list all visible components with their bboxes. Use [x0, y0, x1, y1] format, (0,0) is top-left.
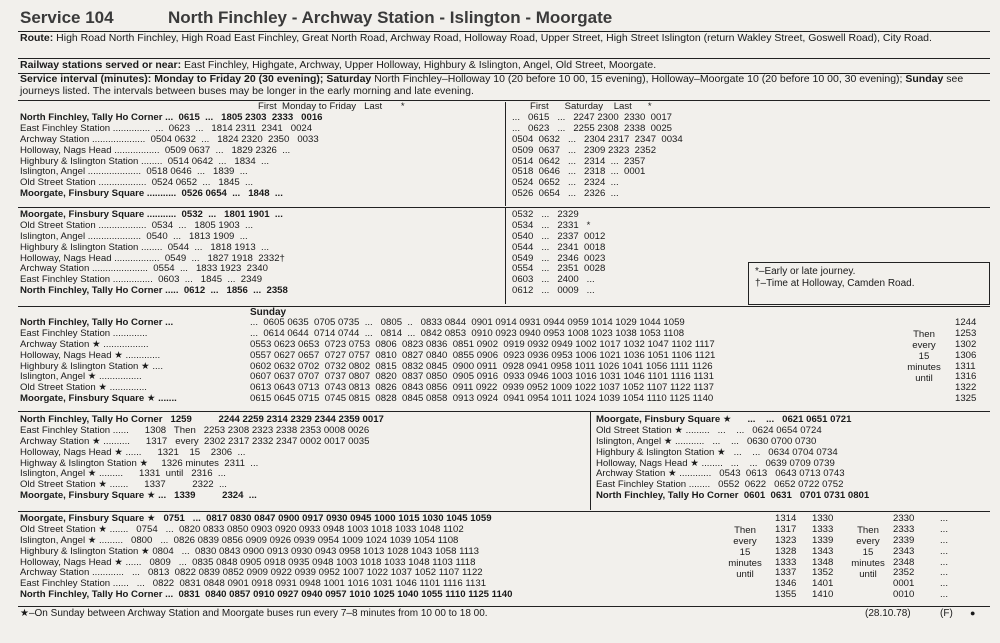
sunday-mid-rule — [18, 411, 990, 412]
table-row: ... 0615 ... 2247 2300 2330 0017 — [512, 112, 673, 123]
service-number: Service 104 — [20, 8, 114, 27]
frequency-line: every — [856, 535, 880, 547]
table-row: Islington, Angel ★ ......... 0800 ... 0826 0839 0856 0909 0926 0939 0954 1009 1024 1039 1054 1108 — [20, 534, 459, 546]
mf-inbound-table — [20, 210, 288, 297]
table-row: 0524 0652 ... 2324 ... — [512, 177, 619, 189]
table-row: Holloway, Nags Head ★ ...... 1321 15 2306 ... — [20, 446, 246, 458]
table-row: Islington, Angel ★ ........... ... ... 0630 0700 0730 — [596, 435, 817, 447]
sat-heading: First Saturday Last * — [530, 101, 652, 112]
table-row: Highbury & Islington Station ★ 0804 ... 0830 0843 0900 0913 0930 0943 0958 1013 1028 1043 1058 1113 — [20, 545, 479, 557]
sunday-outbound-frequency — [898, 330, 950, 385]
route-label: Route: — [20, 32, 54, 44]
table-row: ... 0623 ... 2255 2308 2338 0025 — [512, 122, 673, 134]
sunday-rule — [18, 306, 990, 307]
table-row: East Finchley Station .............. ... 0623 ... 1814 2311 2341 0024 — [20, 122, 313, 134]
sat-inbound-table — [512, 210, 605, 297]
table-row: 2343 — [893, 545, 915, 557]
table-row: 0557 0627 0657 0727 0757 0810 0827 0840 0855 0906 0923 0936 0953 1006 1021 1036 1051 1106 1121 — [250, 349, 716, 361]
weekday-divider-1 — [505, 102, 506, 206]
table-row: 1323 — [775, 534, 797, 546]
table-row: ... 0614 0644 0714 0744 ... 0814 ... 0842 0853 0910 0923 0940 0953 1008 1023 1038 1053 1108 — [250, 327, 685, 339]
table-row: 2333 — [893, 523, 915, 535]
table-row: Old Street Station .................. 0534 ... 1805 1903 ... — [20, 219, 254, 231]
roundel-icon: ● — [970, 608, 976, 618]
frequency-line: Then — [913, 329, 935, 340]
table-row: 1316 — [955, 371, 977, 383]
frequency-line: minutes — [728, 557, 762, 569]
interval-sun-label: Sunday — [905, 73, 944, 85]
table-row: Highbury & Islington Station ★ ... ... 0634 0704 0734 — [596, 446, 838, 458]
table-row: ... 0605 0635 0705 0735 ... 0805 .. 0833 0844 0901 0914 0931 0944 0959 1014 1029 1044 1059 — [250, 317, 685, 328]
footer-code: (F) — [940, 608, 953, 619]
interval-label: Service interval (minutes): — [20, 73, 152, 85]
table-row: East Finchley Station ...... ... 0822 0831 0848 0901 0918 0931 0948 1001 1016 1031 1046 1101 1116 1131 — [20, 578, 487, 590]
mf-outbound-table — [20, 113, 323, 200]
table-row: Islington, Angel ★ ......... 1331 until 2316 ... — [20, 468, 226, 480]
frequency-line: until — [915, 372, 933, 384]
frequency-line: minutes — [851, 557, 885, 569]
rail-label: Railway stations served or near: — [20, 59, 182, 71]
table-row: 0613 0643 0713 0743 0813 0826 0843 0856 0911 0922 0939 0952 1009 1022 1037 1052 1107 1122 1137 — [250, 382, 714, 394]
table-row: Moorgate, Finsbury Square ........... 0532 ... 1801 1901 ... — [20, 209, 283, 220]
table-row: 2339 — [893, 534, 915, 546]
table-row: ... — [940, 556, 948, 568]
table-row: Old Street Station ★ ....... 0754 ... 0820 0833 0850 0903 0920 0933 0948 1003 1018 1033 1048 1102 — [20, 523, 464, 535]
note-early: *–Early or late journey. — [755, 266, 856, 277]
frequency-line: every — [733, 535, 757, 547]
table-row: 0603 ... 2400 ... — [512, 274, 595, 286]
sunday-inbound-col-b — [812, 514, 833, 601]
table-row: 2352 — [893, 567, 915, 579]
interval-sun-text: see journeys listed. The intervals between buses may be longer in the early morning and late evening. — [20, 73, 964, 97]
table-row: Old Street Station ★ .............. — [20, 382, 147, 394]
table-row: 0532 ... 2329 — [512, 209, 579, 220]
frequency-line: 15 — [918, 350, 930, 362]
footer — [20, 608, 990, 619]
table-row: Moorgate, Finsbury Square ★ ....... — [20, 393, 177, 405]
sunday-inbound-last — [893, 514, 914, 601]
interval-sat-label: Saturday — [326, 73, 372, 85]
table-row: ... — [940, 567, 948, 579]
table-row: 1317 — [775, 523, 797, 535]
table-row: 0612 ... 0009 ... — [512, 285, 595, 297]
table-row: Islington, Angel .................... 0518 0646 ... 1839 ... — [20, 166, 248, 178]
frequency-line: minutes — [907, 361, 941, 373]
table-row: ... — [940, 545, 948, 557]
table-row: 1328 — [775, 545, 797, 557]
table-row: 1330 — [812, 513, 834, 524]
table-row: 2330 — [893, 513, 915, 524]
table-row: Moorgate, Finsbury Square ★ ... ... 0621 0651 0721 — [596, 414, 852, 425]
table-row: Archway Station ..................... 0554 ... 1833 1923 2340 — [20, 263, 268, 275]
table-row: Holloway, Nags Head ★ ...... 0809 ... 0835 0848 0905 0918 0935 0948 1003 1018 1033 1048 1103 1118 — [20, 556, 476, 568]
table-row: North Finchley, Tally Ho Corner ... 0615 ... 1805 2303 2333 0016 — [20, 112, 323, 123]
table-row: East Finchley Station ........ 0552 0622 0652 0722 0752 — [596, 479, 844, 491]
sunday-outbound-stops — [20, 318, 177, 405]
table-row: 1339 — [812, 534, 834, 546]
weekday-mid-rule — [18, 207, 990, 208]
table-row: 0540 ... 2337 0012 — [512, 230, 606, 242]
table-row: ... — [940, 534, 948, 546]
table-row: 1314 — [775, 513, 797, 524]
table-row: 1352 — [812, 567, 834, 579]
table-row: 0504 0632 ... 2304 2317 2347 0034 — [512, 133, 683, 145]
table-row: 0602 0632 0702 0732 0802 0815 0832 0845 0900 0911 0928 0941 0958 1011 1026 1041 1056 1111 1126 — [250, 360, 713, 372]
frequency-line: until — [859, 568, 877, 580]
frequency-line: Then — [857, 525, 879, 536]
table-row: Moorgate, Finsbury Square ★ 0751 ... 0817 0830 0847 0900 0917 0930 0945 1000 1015 1030 1045 1059 — [20, 513, 492, 524]
table-row: North Finchley, Tally Ho Corner 0601 0631 0701 0731 0801 — [596, 490, 870, 502]
sunday-outbound-late — [20, 415, 384, 502]
table-row: 1244 — [955, 317, 977, 328]
table-row: ... — [940, 589, 948, 601]
route-title: North Finchley - Archway Station - Islington - Moorgate — [168, 8, 613, 27]
table-row: Archway Station .................... 0504 0632 ... 1824 2320 2350 0033 — [20, 133, 319, 145]
notes-box — [748, 262, 990, 305]
table-row: 1355 — [775, 589, 797, 601]
table-row: 1401 — [812, 578, 834, 590]
frequency-line: Then — [734, 525, 756, 536]
table-row: 1325 — [955, 393, 977, 405]
table-row: Islington, Angel ★ ................ — [20, 371, 142, 383]
table-row: North Finchley, Tally Ho Corner ..... 0612 ... 1856 ... 2358 — [20, 285, 288, 297]
weekday-divider-2 — [505, 208, 506, 304]
table-row: 0526 0654 ... 2326 ... — [512, 188, 619, 200]
table-row: 1306 — [955, 349, 977, 361]
sunday-outbound-last — [955, 318, 976, 405]
sunday-heading: Sunday — [250, 307, 287, 318]
frequency-line: every — [912, 339, 936, 351]
table-row: Highbury & Islington Station ★ .... — [20, 360, 163, 372]
interval-info — [20, 74, 990, 97]
table-row: ... — [940, 523, 948, 535]
table-row: Old Street Station .................. 0524 0652 ... 1845 ... — [20, 177, 254, 189]
table-row: Archway Station ★ ............ 0543 0613 0643 0713 0743 — [596, 468, 845, 480]
table-row: Archway Station ★ ................. — [20, 338, 149, 350]
table-row: 0615 0645 0715 0745 0815 0828 0845 0858 0913 0924 0941 0954 1011 1024 1039 1054 1110 1125 1140 — [250, 393, 714, 405]
info-rule-3 — [18, 100, 990, 101]
footer-date: (28.10.78) — [865, 608, 911, 619]
table-row: Moorgate, Finsbury Square ★ ... 1339 2324 ... — [20, 490, 257, 502]
table-row: Old Street Station ★ ......... ... ... 0624 0654 0724 — [596, 424, 822, 436]
table-row: 0001 — [893, 578, 915, 590]
mf-heading: First Monday to Friday Last * — [258, 101, 405, 112]
table-row: 0509 0637 ... 2309 2323 2352 — [512, 144, 657, 156]
footer-note: ★–On Sunday between Archway Station and Moorgate buses run every 7–8 minutes from 10 00 to 18 00. — [20, 608, 488, 619]
table-row: ... — [940, 513, 948, 524]
table-row: Highbury & Islington Station ........ 0514 0642 ... 1834 ... — [20, 155, 270, 167]
table-row: 0514 0642 ... 2314 ... 2357 — [512, 155, 646, 167]
sunday-inbound-frequency-2 — [845, 526, 891, 581]
table-row: 1322 — [955, 382, 977, 394]
table-row: 0518 0646 ... 2318 ... 0001 — [512, 166, 646, 178]
sunday-inbound-early — [596, 415, 869, 502]
table-row: 0010 — [893, 589, 915, 601]
table-row: ... — [940, 578, 948, 590]
table-row: Moorgate, Finsbury Square ........... 0526 0654 ... 1848 ... — [20, 188, 283, 200]
table-row: Old Street Station ★ ....... 1337 2322 ... — [20, 479, 227, 491]
table-row: 1337 — [775, 567, 797, 579]
sunday-outbound-times — [250, 318, 715, 405]
sat-outbound-table — [512, 113, 683, 200]
table-row: 1410 — [812, 589, 834, 601]
table-row: North Finchley, Tally Ho Corner ... — [20, 317, 174, 328]
table-row: Islington, Angel .................... 0540 ... 1813 1909 ... — [20, 230, 248, 242]
note-holloway: †–Time at Holloway, Camden Road. — [755, 277, 915, 289]
table-row: 1346 — [775, 578, 797, 590]
table-row: 1333 — [775, 556, 797, 568]
sunday-inbound-col-a — [775, 514, 796, 601]
sunday-inbound-tail — [940, 514, 948, 601]
table-row: Holloway, Nags Head ................. 0549 ... 1827 1918 2332† — [20, 252, 285, 264]
sunday-lower-rule — [18, 511, 990, 512]
table-row: Holloway, Nags Head ................. 0509 0637 ... 1829 2326 ... — [20, 144, 291, 156]
table-row: 1343 — [812, 545, 834, 557]
table-row: Highway & Islington Station ★ 1326 minutes 2311 ... — [20, 457, 259, 469]
route-text: High Road North Finchley, High Road East Finchley, Great North Road, Archway Road, Holloway Road, Upper Street, High Street Islington (return Wakley Street, Goswell Road), City Road. — [56, 32, 932, 44]
table-row: 0553 0623 0653 0723 0753 0806 0823 0836 0851 0902 0919 0932 0949 1002 1017 1032 1047 1102 1117 — [250, 338, 715, 350]
table-row: North Finchley, Tally Ho Corner 1259 2244 2259 2314 2329 2344 2359 0017 — [20, 414, 384, 425]
frequency-line: 15 — [862, 546, 874, 558]
table-row: Archway Station ............ ... 0813 0822 0839 0852 0909 0922 0939 0952 1007 1022 1037 1052 1107 1122 — [20, 567, 483, 579]
frequency-line: 15 — [739, 546, 751, 558]
table-row: 1348 — [812, 556, 834, 568]
interval-sat-text: North Finchley–Holloway 10 (20 before 10 00, 15 evening), Holloway–Moorgate 10 (20 before 10 00, 30 evening); — [374, 73, 903, 85]
rail-text: East Finchley, Highgate, Archway, Upper Holloway, Highbury & Islington, Angel, Old Street, Moorgate. — [184, 59, 657, 71]
table-row: North Finchley, Tally Ho Corner ... 0831 0840 0857 0910 0927 0940 0957 1010 1025 1040 1055 1110 1125 1140 — [20, 589, 513, 601]
sunday-divider — [590, 412, 591, 510]
frequency-line: until — [736, 568, 754, 580]
table-row: Holloway, Nags Head ★ ............. — [20, 349, 161, 361]
table-row: Highbury & Islington Station ........ 0544 ... 1818 1913 ... — [20, 241, 270, 253]
timetable-header — [20, 8, 990, 28]
interval-mf: Monday to Friday 20 (30 evening); — [154, 73, 324, 85]
table-row: 0534 ... 2331 * — [512, 219, 591, 231]
table-row: 1333 — [812, 523, 834, 535]
sunday-inbound-frequency — [722, 526, 768, 581]
table-row: 0549 ... 2346 0023 — [512, 252, 606, 264]
table-row: 1302 — [955, 338, 977, 350]
table-row: Archway Station ★ .......... 1317 every 2302 2317 2332 2347 0002 0017 0035 — [20, 435, 370, 447]
table-row: 1253 — [955, 327, 977, 339]
route-info — [20, 33, 990, 45]
table-row: 2348 — [893, 556, 915, 568]
table-row: 1311 — [955, 360, 976, 372]
table-row: East Finchley Station ............. — [20, 327, 148, 339]
table-row: Holloway, Nags Head ★ ........ ... ... 0639 0709 0739 — [596, 457, 835, 469]
rail-info — [20, 60, 990, 72]
sunday-inbound-table — [20, 514, 512, 601]
table-row: 0544 ... 2341 0018 — [512, 241, 606, 253]
table-row: East Finchley Station ...... 1308 Then 2253 2308 2323 2338 2353 0008 0026 — [20, 424, 370, 436]
table-row: East Finchley Station ............... 0603 ... 1845 ... 2349 — [20, 274, 263, 286]
table-row: 0607 0637 0707 0737 0807 0820 0837 0850 0905 0916 0933 0946 1003 1016 1031 1046 1101 1116 1131 — [250, 371, 714, 383]
table-row: 0554 ... 2351 0028 — [512, 263, 606, 275]
footer-rule — [18, 606, 990, 607]
